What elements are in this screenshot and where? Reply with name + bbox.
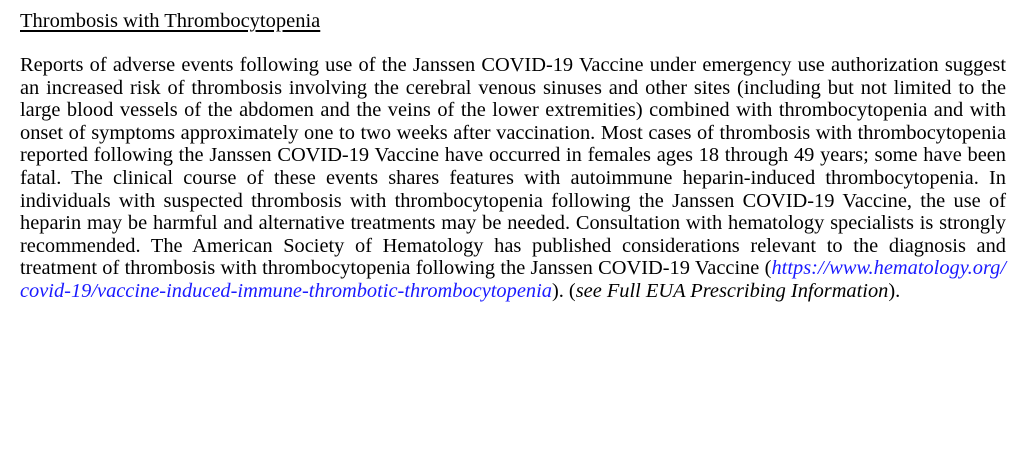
section-heading: Thrombosis with Thrombocytopenia xyxy=(20,10,321,32)
body-text-2: The clinical course xyxy=(71,166,237,189)
body-text-5: ). xyxy=(888,279,901,302)
document-section xyxy=(20,8,1006,303)
body-text-4: ). ( xyxy=(551,279,576,302)
eua-reference: see Full EUA Prescribing Information xyxy=(575,279,889,302)
section-body xyxy=(20,54,1006,303)
body-text-3: of these events shares features with autoimmune heparin-induced thrombocytopenia. In individuals with suspected thrombosis with thrombocytopenia following the Janssen COVID-19 Vaccine, the use of heparin may be harmful and alternative treatments may be needed. Consultation with hematology specialists is strongly recommended. The American Society of Hematology has published considerations relevant to the diagnosis and treatment of thrombosis with thrombocytopenia following the Janssen COVID-19 Vaccine ( xyxy=(20,166,1006,280)
hematology-link[interactable]: https://www.hematology.org/covid-19/vaccine-induced-immune-thrombotic-thrombocytopenia xyxy=(20,257,1006,302)
body-text-1: Reports of adverse events following use of the Janssen COVID-19 Vaccine under emergency use authorization suggest an increased risk of thrombosis involving the cerebral venous sinuses and other sites (including but not limited to the large blood vessels of the abdomen and the veins of the lower extremities) combined with thrombocytopenia and with onset of symptoms approximately one to two weeks after vaccination. Most cases of thrombosis with thrombocytopenia reported following the Janssen COVID-19 Vaccine have occurred in females ages 18 through 49 years; some have been fatal. xyxy=(20,54,1006,189)
